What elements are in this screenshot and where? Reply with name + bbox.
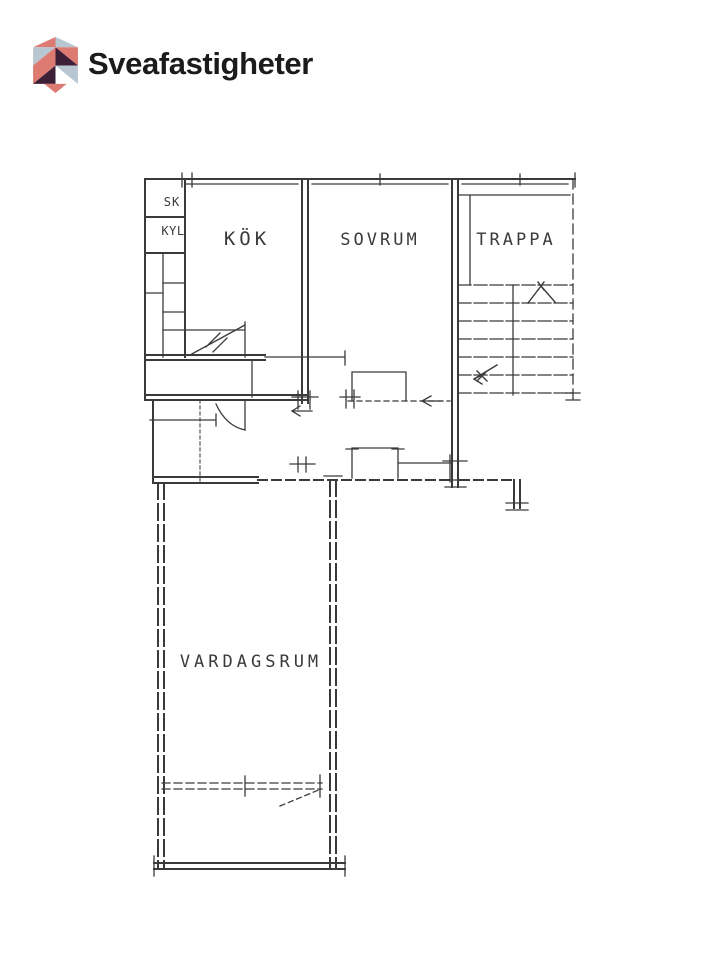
- header: [32, 36, 313, 92]
- brand-name: Sveafastigheter: [88, 46, 313, 81]
- stair-arrows: [474, 282, 555, 384]
- floorplan-drawing: [140, 165, 600, 880]
- room-label-kyl: KYL: [161, 224, 185, 238]
- room-label-kok: KÖK: [223, 228, 271, 250]
- room-label-sovrum: SOVRUM: [340, 230, 420, 250]
- floorplan: [140, 165, 600, 880]
- room-label-sk: SK: [163, 195, 181, 209]
- logo-triangle: [44, 83, 66, 92]
- logo-triangle: [56, 37, 78, 47]
- logo-triangle: [56, 65, 78, 83]
- plan-details: [145, 173, 580, 876]
- logo-triangle: [33, 37, 55, 47]
- brand-logo-icon: [32, 36, 79, 93]
- room-label-vardagsrum: VARDAGSRUM: [179, 652, 323, 672]
- room-label-trappa: TRAPPA: [476, 230, 556, 250]
- walls: [145, 179, 575, 869]
- room-labels: [161, 195, 555, 672]
